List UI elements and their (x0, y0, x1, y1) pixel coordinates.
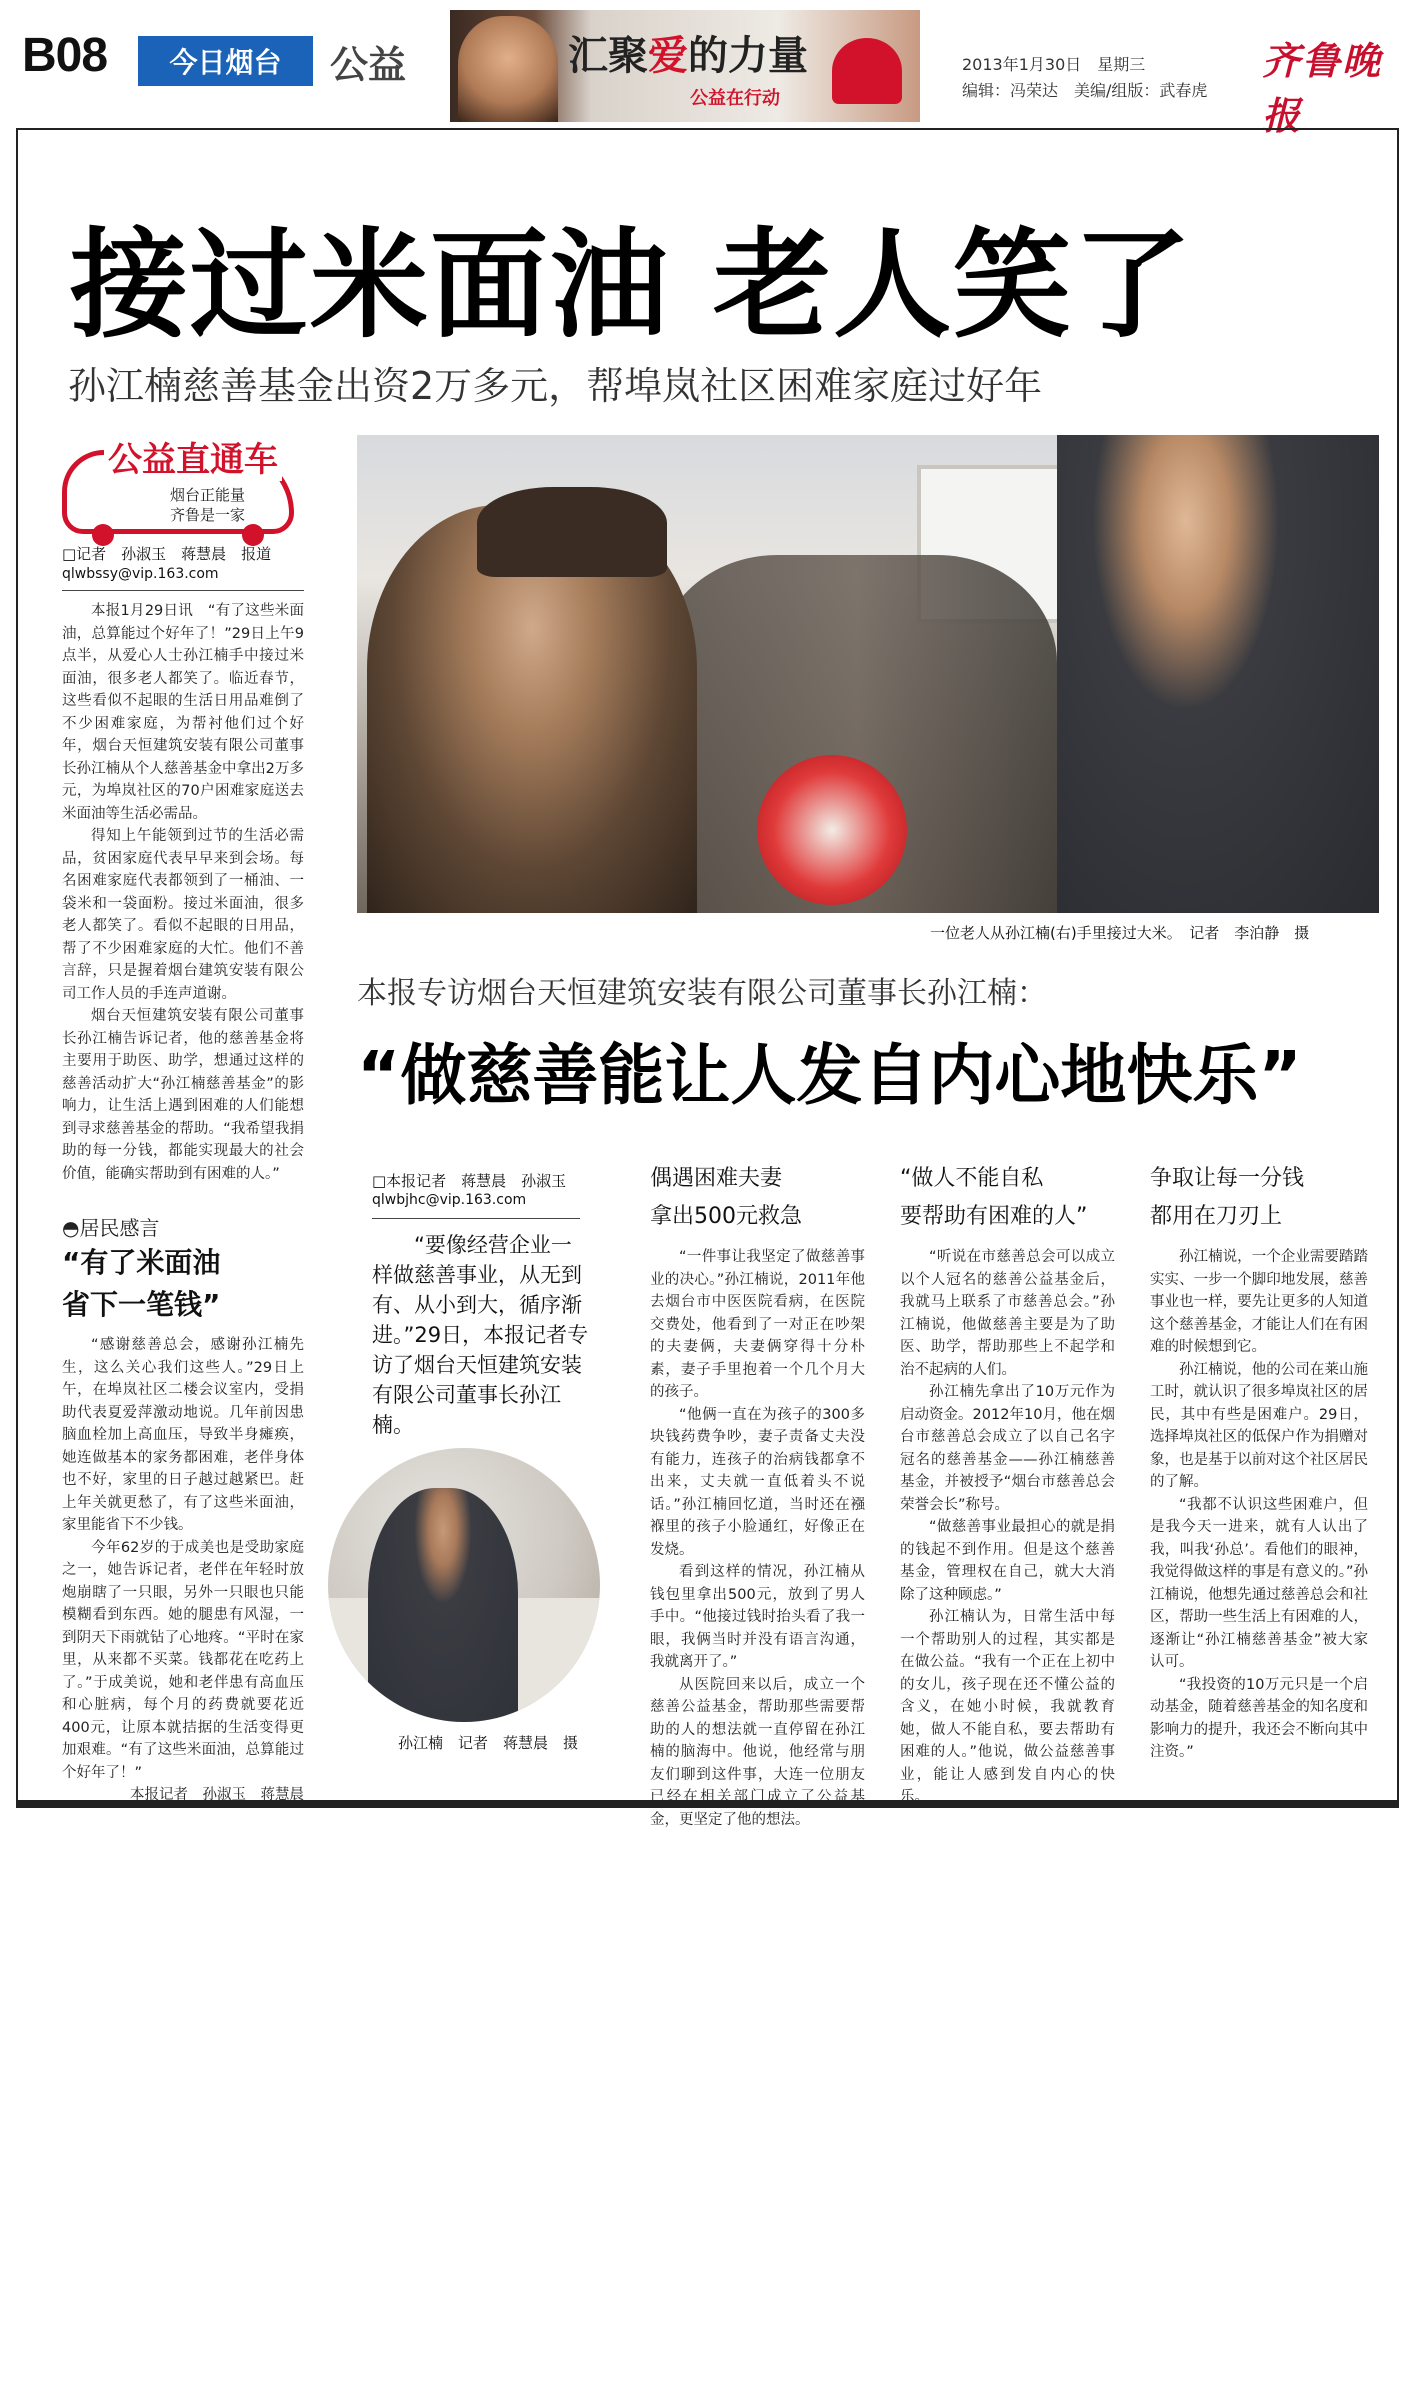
column-heading: “做人不能自私 (900, 1166, 1044, 1191)
subsection-label: 公益 (330, 43, 407, 87)
rice-bag-image (757, 755, 907, 905)
sidebar-body: “感谢慈善总会，感谢孙江楠先生，这么关心我们这些人。”29日上午，在埠岚社区二楼会议室内，受捐助代表夏爱萍激动地说。几年前因患脑血栓加上高血压，导致半身瘫痪，她连做基本的家务都困难，老伴身体也不好，家里的日子越过越紧巴。赶上年关就更愁了，有了这些米面油，家里能省下不少钱。 今年62岁的于成美也是受助家庭之一，她告诉记者，老伴在年轻时放炮崩瞎了一只眼，另外一只眼也只能模糊看到东西。她的腿患有风湿，一到阴天下雨就钻了心地疼。“平时在家里，从来都不买菜。钱都花在吃药上了。”于成美说，她和老伴患有高血压和心脏病，每个月的药费就要花近400元，让原本就拮据的生活变得更加艰难。“有了这些米面油，总算能过个好年了！” 本报记者 孙淑玉 蒋慧晨 (62, 1337, 304, 1803)
banner-subtitle: 公益在行动 (690, 88, 780, 109)
campaign-banner (450, 10, 920, 122)
child-face-image (458, 16, 558, 122)
interview-intro: 本报专访烟台天恒建筑安装有限公司董事长孙江楠： (357, 976, 1047, 1011)
column-heading: 要帮助有困难的人” (900, 1204, 1088, 1229)
column-heading: 拿出500元救急 (650, 1204, 802, 1229)
page-number: B08 (22, 29, 108, 82)
section-help-couple: 偶遇困难夫妻 拿出500元救急 “一件事让我坚定了做慈善事业的决心。”孙江楠说，2011年他去烟台市中医医院看病，在医院交费处，他看到了一对正在吵架的夫妻俩，夫妻俩穿得十分朴素，妻子手里抱着一个几个月大的孩子。 “他俩一直在为孩子的300多块钱药费争吵，妻子责备丈夫没有能力，连孩子的治病钱都拿不出来，丈夫就一直低着头不说话。”孙江楠回忆道，当时还在襁褓里的孩子小脸通红，好像正在发烧。 看到这样的情况，孙江楠从钱包里拿出500元，放到了男人手中。“他接过钱时抬头看了我一眼，我俩当时并没有语言沟通，我就离开了。” 从医院回来以后，成立一个慈善公益基金，帮助那些需要帮助的人的想法就一直停留在孙江楠的脑海中。他说，他经常与朋友们聊到这件事，大连一位朋友已经在相关部门成立了公益基金，更坚定了他的想法。 (650, 1160, 865, 1831)
banner-title: 汇聚爱的力量 (568, 33, 808, 79)
masthead-logo: 齐鲁晚报 (1262, 38, 1383, 138)
column-heading: 争取让每一分钱 (1150, 1166, 1305, 1191)
portrait-photo (328, 1448, 600, 1722)
dateline: 2013年1月30日 星期三 编辑：冯荣达 美编/组版：武春虎 (962, 55, 1208, 100)
sidebar-tag: ◓居民感言 (62, 1216, 160, 1240)
article2-byline: □本报记者 蒋慧晨 孙淑玉 (372, 1172, 567, 1190)
charity-express-logo: 公益直通车 烟台正能量 齐鲁是一家 (62, 432, 300, 540)
interview-headline: “做慈善能让人发自内心地快乐” (357, 1037, 1302, 1114)
column-heading: 偶遇困难夫妻 (650, 1166, 783, 1191)
donation-photo (357, 435, 1379, 913)
column-heading: 都用在刀刃上 (1150, 1204, 1283, 1229)
main-subheadline: 孙江楠慈善基金出资2万多元，帮埠岚社区困难家庭过好年 (68, 364, 1043, 408)
article2-email: qlwbjhc@vip.163.com (372, 1192, 527, 1208)
interview-lead-quote: “要像经营企业一样做慈善事业，从无到有、从小到大，循序渐进。”29日，本报记者专访了烟台天恒建筑安装有限公司董事长孙江楠。 (372, 1233, 589, 1437)
heart-icon (832, 38, 902, 104)
sidebar-headline: “有了米面油省下一笔钱” (62, 1246, 221, 1321)
divider (372, 1218, 580, 1219)
article1-body: 本报1月29日讯 “有了这些米面油，总算能过个好年了！”29日上午9点半，从爱心人士孙江楠手中接过米面油，很多老人都笑了。临近春节，这些看似不起眼的生活日用品难倒了不少困难家庭，为帮衬他们过个好年，烟台天恒建筑安装有限公司董事长孙江楠从个人慈善基金中拿出2万多元，为埠岚社区的70户困难家庭送去米面油等生活必需品。 得知上午能领到过节的生活必需品，贫困家庭代表早早来到会场。每名困难家庭代表都领到了一桶油、一袋米和一袋面粉。接过米面油，很多老人都笑了。看似不起眼的日用品，帮了不少困难家庭的大忙。他们不善言辞，只是握着烟台建筑安装有限公司工作人员的手连声道谢。 烟台天恒建筑安装有限公司董事长孙江楠告诉记者，他的慈善基金将主要用于助医、助学，想通过这样的慈善活动扩大“孙江楠慈善基金”的影响力，让生活上遇到困难的人们能想到寻求慈善基金的帮助。“我希望我捐助的每一分钱，都能实现最大的社会价值，能确实帮助到有困难的人。” (62, 603, 304, 1182)
divider (62, 590, 304, 591)
section-not-selfish: “做人不能自私 要帮助有困难的人” “听说在市慈善总会可以成立以个人冠名的慈善公益基金后，我就马上联系了市慈善总会。”孙江楠说，他做慈善主要是为了助医、助学，帮助那些上不起学和治不起病的人们。 孙江楠先拿出了10万元作为启动资金。2012年10月，他在烟台市慈善总会成立了以自己名字冠名的慈善基金——孙江楠慈善基金，并被授予“烟台市慈善总会荣誉会长”称号。 “做慈善事业最担心的就是捐的钱起不到作用。但是这个慈善基金，管理权在自己，就大大消除了这种顾虑。” 孙江楠认为，日常生活中每一个帮助别人的过程，其实都是在做公益。“我有一个正在上初中的女儿，孩子现在还不懂公益的含义，在她小时候，我就教育她，做人不能自私，要去帮助有困难的人。”他说，做公益慈善事业，能让人感到发自内心的快乐。 (900, 1160, 1115, 1809)
article1-byline: □记者 孙淑玉 蒋慧晨 报道 (62, 545, 272, 563)
article1-email: qlwbssy@vip.163.com (62, 566, 219, 582)
main-headline: 接过米面油 老人笑了 (70, 216, 1194, 354)
portrait-caption: 孙江楠 记者 蒋慧晨 摄 (398, 1734, 579, 1752)
section-every-cent: 争取让每一分钱 都用在刀刃上 孙江楠说，一个企业需要踏踏实实、一步一个脚印地发展，慈善事业也一样，要先让更多的人知道这个慈善基金，才能让人们在有困难的时候想到它。 孙江楠说，他的公司在莱山施工时，就认识了很多埠岚社区的居民，其中有些是困难户。29日，选择埠岚社区的低保户作为捐赠对象，也是基于以前对这个社区居民的了解。 “我都不认识这些困难户，但是我今天一进来，就有人认出了我，叫我‘孙总’。看他们的眼神，我觉得做这样的事是有意义的。”孙江楠说，他想先通过慈善总会和社区，帮助一些生活上有困难的人，逐渐让“孙江楠慈善基金”被大家认可。 “我投资的10万元只是一个启动基金，随着慈善基金的知名度和影响力的提升，我还会不断向其中注资。” (1150, 1160, 1368, 1764)
section-label: 今日烟台 (138, 36, 313, 86)
photo-caption: 一位老人从孙江楠(右)手里接过大米。 记者 李泊静 摄 (930, 924, 1310, 942)
